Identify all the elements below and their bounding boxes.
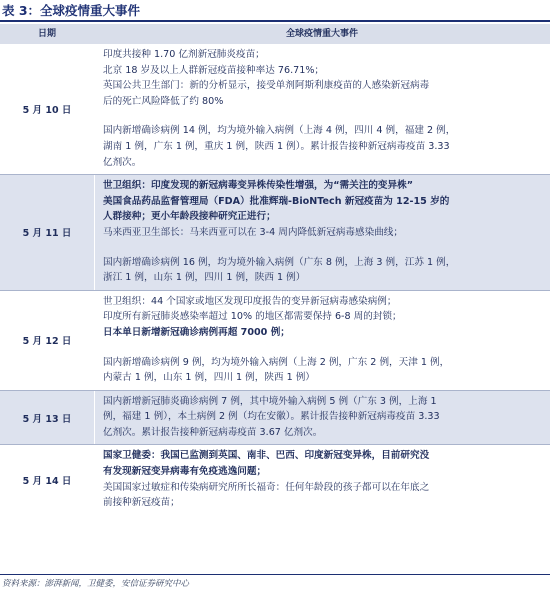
- row-date: 5 月 14 日: [22, 476, 72, 488]
- row-date: 5 月 12 日: [22, 336, 72, 348]
- event-line: 英国公共卫生部门：新的分析显示，接受单剂阿斯利康疫苗的人感染新冠病毒: [103, 80, 430, 92]
- table-row: [0, 390, 550, 445]
- event-line: 有发现新冠变异病毒有免疫逃逸问题；: [103, 466, 267, 478]
- event-line: 人群接种；更小年龄段接种研究正进行；: [103, 211, 276, 223]
- header-date: 日期: [37, 29, 56, 39]
- table-row: [0, 444, 550, 514]
- row-events: [103, 291, 550, 390]
- event-line: 亿剂次。: [103, 156, 142, 168]
- event-line: 美国国家过敏症和传染病研究所所长福奇：任何年龄段的孩子都可以在年底之: [103, 481, 430, 493]
- table-row: [0, 174, 550, 290]
- column-divider: [94, 175, 95, 290]
- event-line: 国内新增新冠肺炎确诊病例 7 例，其中境外输入病例 5 例（广东 3 例，上海 1: [103, 395, 437, 407]
- paragraph-gap: [103, 109, 544, 123]
- event-line: 国内新增确诊病例 16 例，均为境外输入病例（广东 8 例，上海 3 例，江苏 1 例，: [103, 256, 456, 268]
- column-divider: [94, 391, 95, 445]
- event-line: 例，福建 1 例），本土病例 2 例（均在安徽）。累计报告接种新冠病毒疫苗 3.33: [103, 411, 440, 423]
- paragraph-gap: [103, 241, 544, 255]
- event-line: 亿剂次。累计报告接种新冠病毒疫苗 3.67 亿剂次。: [103, 426, 323, 438]
- event-line: 印度共接种 1.70 亿剂新冠肺炎疫苗；: [103, 49, 265, 60]
- row-events: [103, 44, 550, 174]
- event-line: 日本单日新增新冠确诊病例再超 7000 例；: [103, 326, 290, 338]
- row-date: 5 月 13 日: [22, 413, 72, 425]
- event-line: 国内新增确诊病例 14 例，均为境外输入病例（上海 4 例，四川 4 例，福建 2 例，: [103, 125, 456, 137]
- event-line: 马来西亚卫生部长：马来西亚可以在 3-4 周内降低新冠病毒感染曲线；: [103, 226, 403, 238]
- title-rule: [0, 20, 550, 22]
- column-divider: [94, 445, 95, 514]
- source-note: 资料来源：澎湃新闻，卫健委，安信证券研究中心: [2, 579, 190, 589]
- paragraph-gap: [103, 341, 544, 355]
- table-row: [0, 44, 550, 174]
- row-events: [103, 175, 550, 290]
- column-divider: [94, 291, 95, 390]
- row-events: [103, 445, 550, 514]
- event-line: 国内新增确诊病例 9 例，均为境外输入病例（上海 2 例，广东 2 例，天津 1 例，: [103, 356, 450, 368]
- event-line: 世卫组织：印度发现的新冠病毒变异株传染性增强，为“需关注的变异株”: [103, 180, 414, 192]
- header-events: 全球疫情重大事件: [285, 29, 358, 39]
- row-events: [103, 391, 550, 445]
- event-line: 印度所有新冠肺炎感染率超过 10% 的地区都需要保持 6-8 周的封锁；: [103, 311, 402, 323]
- table-body: [0, 44, 550, 515]
- event-line: 国家卫健委：我国已监测到英国、南非、巴西、印度新冠变异株，目前研究没: [103, 450, 430, 462]
- table-header: [0, 24, 550, 44]
- events-table: [0, 24, 550, 515]
- event-line: 前接种新冠疫苗；: [103, 497, 180, 509]
- event-line: 浙江 1 例，山东 1 例，四川 1 例，陕西 1 例）: [103, 272, 306, 284]
- event-line: 北京 18 岁及以上人群新冠疫苗接种率达 76.71%；: [103, 64, 325, 76]
- table-row: [0, 290, 550, 390]
- row-date: 5 月 10 日: [22, 105, 72, 117]
- event-line: 内蒙古 1 例，山东 1 例，四川 1 例，陕西 1 例）: [103, 372, 315, 384]
- table-title: 表 3：全球疫情重大事件: [2, 3, 141, 18]
- row-date: 5 月 11 日: [22, 228, 72, 240]
- event-line: 美国食品药品监督管理局（FDA）批准辉瑞-BioNTech 新冠疫苗为 12-15 岁的: [103, 195, 450, 207]
- event-line: 湖南 1 例，广东 1 例，重庆 1 例，陕西 1 例）。累计报告接种新冠病毒疫苗 3.33: [103, 140, 450, 152]
- event-line: 后的死亡风险降低了约 80%: [103, 95, 224, 107]
- bottom-rule: [0, 574, 550, 575]
- event-line: 世卫组织：44 个国家或地区发现印度报告的变异新冠病毒感染病例；: [103, 295, 397, 307]
- column-divider: [94, 44, 95, 174]
